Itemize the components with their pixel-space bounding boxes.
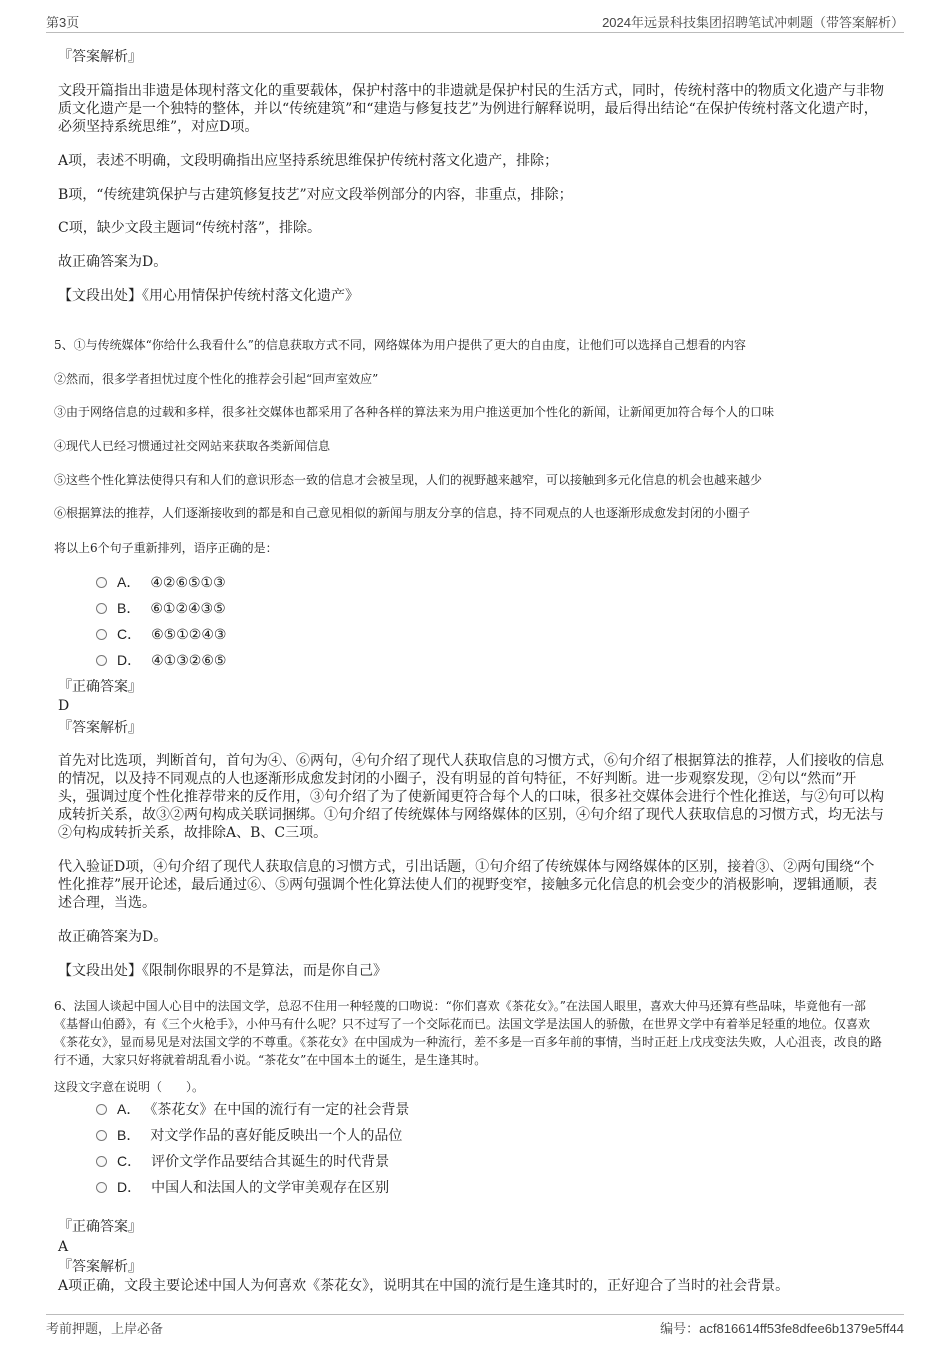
q5-sentence-6: ⑥根据算法的推荐，人们逐渐接收到的都是和自己意见相似的新闻与朋友分享的信息，持不同观点的人也逐渐形成愈发封闭的小圈子 [54,506,751,520]
q5-prompt: 将以上6个句子重新排列，语序正确的是： [54,541,278,555]
q4-analysis-label: 『答案解析』 [58,49,142,65]
q5-analysis-paragraph-2: 代入验证D项，④句介绍了现代人获取信息的习惯方式，引出话题，①句介绍了传统媒体与网络媒体的区别，接着③、②两句围绕“个性化推荐”展开论述，最后通过⑥、⑤两句强调个性化算法使人们的视野变窄，接触多元化信息的机会变少的消极影响，逻辑通顺，表述合理，当选。 [58,859,878,911]
q6-option-d[interactable]: D． 中国人和法国人的文学审美观存在区别 [96,1178,389,1197]
radio-icon[interactable] [96,629,107,640]
footer-slogan: 考前押题，上岸必备 [46,1321,164,1336]
page-footer [46,1314,904,1338]
document-title: 2024年远景科技集团招聘笔试冲刺题（带答案解析） [602,15,904,30]
page-number: 第3页 [46,15,80,30]
q6-prompt: 这段文字意在说明（ ）。 [54,1080,205,1094]
radio-icon[interactable] [96,1156,107,1167]
q5-sentence-1: 5、①与传统媒体“你给什么我看什么”的信息获取方式不同，网络媒体为用户提供了更大的自由度，让他们可以选择自己想看的内容 [54,338,746,352]
document-id: 编号：acf816614ff53fe8dfee6b1379e5ff44 [660,1321,904,1336]
radio-icon[interactable] [96,577,107,588]
q5-option-d[interactable]: D． ④①③②⑥⑤ [96,651,226,670]
q4-source: 【文段出处】《用心用情保护传统村落文化遗产》 [58,288,359,304]
radio-icon[interactable] [96,1182,107,1193]
q5-conclusion: 故正确答案为D。 [58,929,168,945]
q5-analysis-label: 『答案解析』 [58,720,142,736]
q6-analysis-paragraph: A项正确，文段主要论述中国人为何喜欢《茶花女》，说明其在中国的流行是生逢其时的，正好迎合了当时的社会背景。 [58,1278,790,1294]
q5-answer: D [58,698,70,714]
q4-analysis-option-b: B项，“传统建筑保护与古建筑修复技艺”对应文段举例部分的内容，非重点，排除； [58,187,573,203]
page-header [46,12,904,33]
radio-icon[interactable] [96,655,107,666]
q4-analysis-option-c: C项，缺少文段主题词“传统村落”，排除。 [58,220,322,236]
q5-sentence-3: ③由于网络信息的过载和多样，很多社交媒体也都采用了各种各样的算法来为用户推送更加个性化的新闻，让新闻更加符合每个人的口味 [54,405,775,419]
q5-option-a[interactable]: A． ④②⑥⑤①③ [96,573,226,592]
q4-analysis-paragraph: 文段开篇指出非遗是体现村落文化的重要载体，保护村落中的非遗就是保护村民的生活方式，同时，传统村落中的物质文化遗产与非物质文化遗产是一个独特的整体，并以“传统建筑”和“建造与修复技艺”为例进行解释说明，最后得出结论“在保护传统村落文化遗产时，必须坚持系统思维”，对应D项。 [58,83,884,135]
q6-answer: A [58,1239,69,1255]
radio-icon[interactable] [96,1104,107,1115]
q5-sentence-5: ⑤这些个性化算法使得只有和人们的意识形态一致的信息才会被呈现，人们的视野越来越窄，可以接触到多元化信息的机会也越来越少 [54,473,763,487]
q5-option-c[interactable]: C． ⑥⑤①②④③ [96,625,226,644]
q5-analysis-paragraph-1: 首先对比选项，判断首句，首句为④、⑥两句，④句介绍了现代人获取信息的习惯方式，⑥句介绍了根据算法的推荐，人们接收的信息的情况，以及持不同观点的人也逐渐形成愈发封闭的小圈子，没有明显的首句特征，不好判断。进一步观察发现，②句以“然而”开头，强调过度个性化推荐带来的反作用，③句介绍了为了使新闻更符合每个人的口味，很多社交媒体会进行个性化推送，与②句可以构成转折关系，故③②两句构成关联词捆绑。①句介绍了传统媒体与网络媒体的区别，④句介绍了现代人获取信息的习惯方式，均无法与②句构成转折关系，故排除A、B、C三项。 [58,753,884,841]
q6-stem: 6、法国人谈起中国人心目中的法国文学，总忍不住用一种轻蔑的口吻说：“你们喜欢《茶花女》。”在法国人眼里，喜欢大仲马还算有些品味，毕竟他有一部《基督山伯爵》，有《三个火枪手》，小仲马有什么呢？只不过写了一个交际花而已。法国文学是法国人的骄傲，在世界文学中有着举足轻重的地位。仅喜欢《茶花女》，显而易见是对法国文学的不尊重。《茶花女》在中国成为一种流行，差不多是一百多年前的事情，当时正赶上戊戌变法失败，人心沮丧，改良的路行不通，大家只好将就着胡乱看小说。“茶花女”在中国本土的诞生，是生逢其时。 [54,999,883,1067]
q6-answer-label: 『正确答案』 [58,1219,142,1235]
q4-analysis-option-a: A项，表述不明确，文段明确指出应坚持系统思维保护传统村落文化遗产，排除； [58,153,559,169]
q5-sentence-4: ④现代人已经习惯通过社交网站来获取各类新闻信息 [54,439,331,453]
q6-analysis-label: 『答案解析』 [58,1259,142,1275]
q5-source: 【文段出处】《限制你眼界的不是算法，而是你自己》 [58,963,387,979]
q6-option-b[interactable]: B． 对文学作品的喜好能反映出一个人的品位 [96,1126,402,1145]
q6-option-c[interactable]: C． 评价文学作品要结合其诞生的时代背景 [96,1152,389,1171]
q6-option-a[interactable]: A． 《茶花女》在中国的流行有一定的社会背景 [96,1100,409,1119]
q5-answer-label: 『正确答案』 [58,679,142,695]
q4-conclusion: 故正确答案为D。 [58,254,168,270]
q5-option-b[interactable]: B． ⑥①②④③⑤ [96,599,226,618]
radio-icon[interactable] [96,603,107,614]
q5-sentence-2: ②然而，很多学者担忧过度个性化的推荐会引起“回声室效应” [54,372,379,386]
radio-icon[interactable] [96,1130,107,1141]
